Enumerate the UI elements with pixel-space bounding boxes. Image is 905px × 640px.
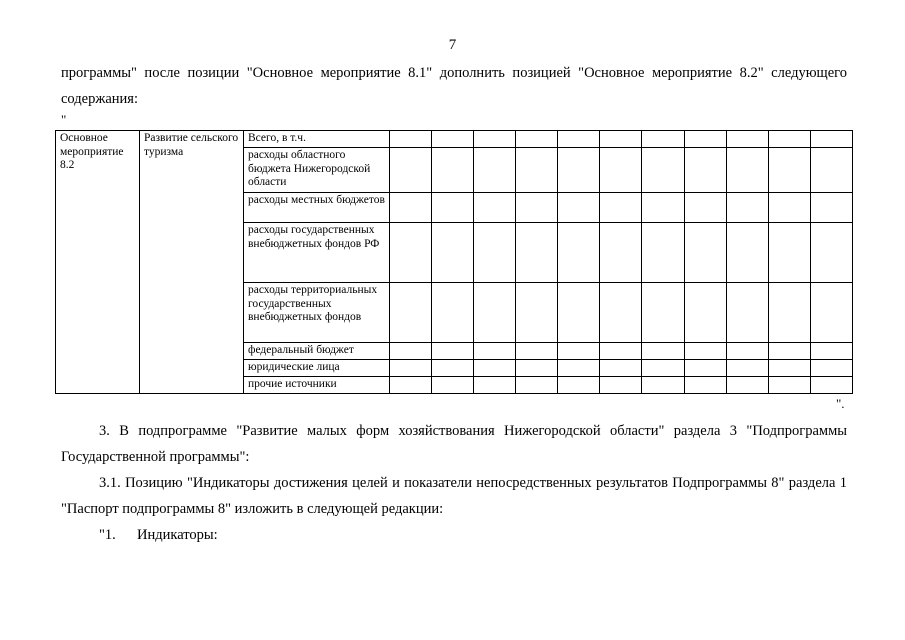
empty-cell <box>642 343 684 360</box>
empty-cell <box>432 283 474 343</box>
empty-cell <box>390 223 432 283</box>
empty-cell <box>768 223 810 283</box>
source-cell: расходы областного бюджета Нижегородской области <box>244 148 390 193</box>
empty-cell <box>768 148 810 193</box>
empty-cell <box>474 131 516 148</box>
empty-cell <box>684 148 726 193</box>
source-cell: юридические лица <box>244 360 390 377</box>
empty-cell <box>684 360 726 377</box>
empty-cell <box>600 343 642 360</box>
empty-cell <box>684 223 726 283</box>
empty-cell <box>642 360 684 377</box>
empty-cell <box>516 148 558 193</box>
empty-cell <box>726 360 768 377</box>
empty-cell <box>768 283 810 343</box>
empty-cell <box>600 360 642 377</box>
empty-cell <box>432 343 474 360</box>
empty-cell <box>642 131 684 148</box>
empty-cell <box>558 223 600 283</box>
funding-table <box>55 130 853 394</box>
empty-cell <box>474 377 516 394</box>
empty-cell <box>684 343 726 360</box>
empty-cell <box>432 360 474 377</box>
empty-cell <box>432 223 474 283</box>
empty-cell <box>768 360 810 377</box>
empty-cell <box>558 377 600 394</box>
empty-cell <box>516 360 558 377</box>
empty-cell <box>390 148 432 193</box>
empty-cell <box>768 377 810 394</box>
opening-quote: " <box>61 112 67 127</box>
closing-quote: ". <box>836 396 845 411</box>
empty-cell <box>642 148 684 193</box>
empty-cell <box>684 193 726 223</box>
empty-cell <box>600 283 642 343</box>
empty-cell <box>558 283 600 343</box>
empty-cell <box>600 131 642 148</box>
empty-cell <box>516 223 558 283</box>
empty-cell <box>600 377 642 394</box>
empty-cell <box>432 148 474 193</box>
empty-cell <box>768 193 810 223</box>
empty-cell <box>810 283 852 343</box>
empty-cell <box>474 193 516 223</box>
empty-cell <box>642 283 684 343</box>
table-row <box>56 131 853 148</box>
empty-cell <box>810 343 852 360</box>
empty-cell <box>726 223 768 283</box>
empty-cell <box>726 377 768 394</box>
empty-cell <box>642 193 684 223</box>
list-item-number: "1. <box>99 527 116 543</box>
empty-cell <box>558 131 600 148</box>
empty-cell <box>474 283 516 343</box>
empty-cell <box>810 131 852 148</box>
empty-cell <box>726 131 768 148</box>
empty-cell <box>558 360 600 377</box>
empty-cell <box>810 377 852 394</box>
empty-cell <box>474 223 516 283</box>
empty-cell <box>810 360 852 377</box>
empty-cell <box>558 193 600 223</box>
empty-cell <box>810 148 852 193</box>
paragraph-3: 3. В подпрограмме "Развитие малых форм хозяйствования Нижегородской области" раздела 3 "Подпрограммы Государственной программы": <box>61 423 847 465</box>
empty-cell <box>432 377 474 394</box>
empty-cell <box>726 343 768 360</box>
empty-cell <box>726 193 768 223</box>
empty-cell <box>390 360 432 377</box>
empty-cell <box>516 377 558 394</box>
name-cell: Развитие сельского туризма <box>140 131 244 394</box>
empty-cell <box>516 131 558 148</box>
empty-cell <box>390 193 432 223</box>
empty-cell <box>768 343 810 360</box>
empty-cell <box>390 283 432 343</box>
paragraph-3-1: 3.1. Позицию "Индикаторы достижения целей и показатели непосредственных результатов Подпрограммы 8" раздела 1 "Паспорт подпрограммы 8" изложить в следующей редакции: <box>61 475 847 517</box>
source-cell: расходы территориальных государственных внебюджетных фондов <box>244 283 390 343</box>
empty-cell <box>474 343 516 360</box>
empty-cell <box>600 148 642 193</box>
empty-cell <box>726 148 768 193</box>
empty-cell <box>516 343 558 360</box>
empty-cell <box>390 131 432 148</box>
empty-cell <box>516 193 558 223</box>
source-cell: расходы местных бюджетов <box>244 193 390 223</box>
empty-cell <box>432 131 474 148</box>
empty-cell <box>432 193 474 223</box>
event-cell: Основное мероприятие 8.2 <box>56 131 140 394</box>
empty-cell <box>516 283 558 343</box>
empty-cell <box>768 131 810 148</box>
empty-cell <box>474 148 516 193</box>
page-number: 7 <box>448 37 457 53</box>
empty-cell <box>810 223 852 283</box>
empty-cell <box>642 377 684 394</box>
empty-cell <box>474 360 516 377</box>
empty-cell <box>726 283 768 343</box>
source-cell: прочие источники <box>244 377 390 394</box>
empty-cell <box>600 193 642 223</box>
empty-cell <box>390 343 432 360</box>
empty-cell <box>558 343 600 360</box>
empty-cell <box>684 283 726 343</box>
list-item <box>99 522 218 548</box>
list-item-text: Индикаторы: <box>137 527 218 543</box>
empty-cell <box>684 377 726 394</box>
source-cell: федеральный бюджет <box>244 343 390 360</box>
empty-cell <box>390 377 432 394</box>
source-cell: Всего, в т.ч. <box>244 131 390 148</box>
empty-cell <box>558 148 600 193</box>
empty-cell <box>684 131 726 148</box>
empty-cell <box>642 223 684 283</box>
source-cell: расходы государственных внебюджетных фондов РФ <box>244 223 390 283</box>
empty-cell <box>810 193 852 223</box>
intro-paragraph: программы" после позиции "Основное мероприятие 8.1" дополнить позицией "Основное мероприятие 8.2" следующего содержания: <box>61 65 847 107</box>
empty-cell <box>600 223 642 283</box>
